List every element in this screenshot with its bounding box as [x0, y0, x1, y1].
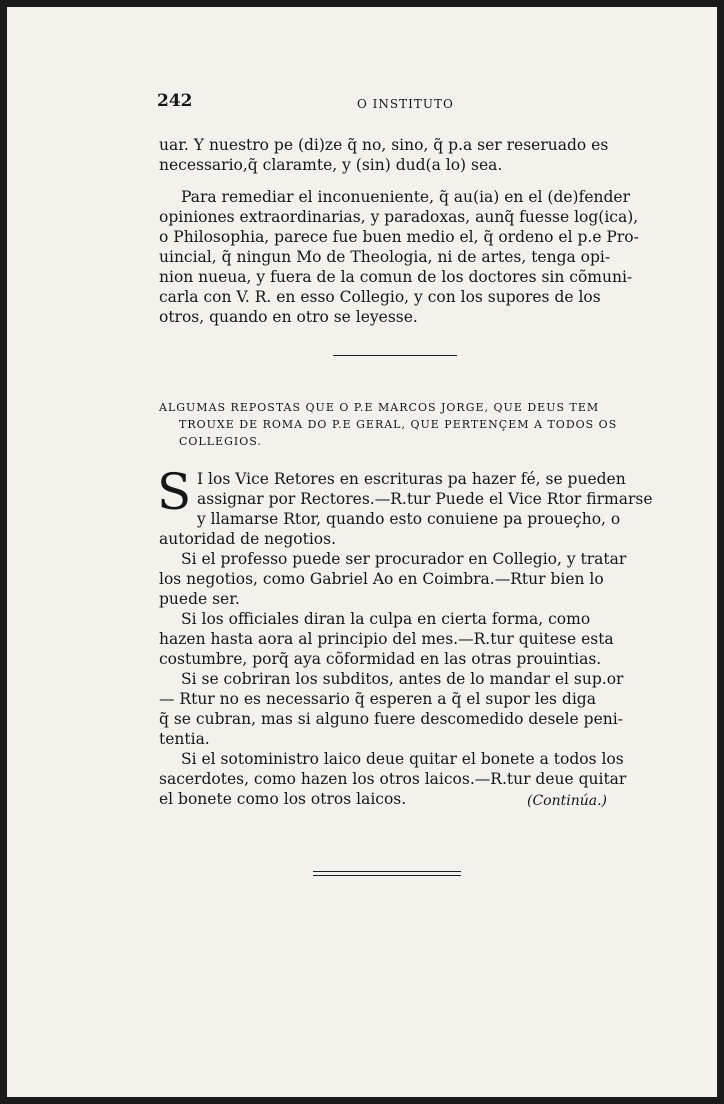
text-line: Si se cobriran los subditos, antes de lo mandar el sup.or [181, 670, 624, 688]
text-line: I los Vice Retores en escrituras pa hazer fé, se pueden [197, 470, 626, 488]
section-heading [159, 399, 635, 450]
text-line: uincial, q̃ ningun Mo de Theologia, ni de artes, tenga opi- [159, 248, 611, 266]
text-line: hazen hasta aora al principio del mes.—R.tur quitese esta [159, 630, 614, 648]
text-line: assignar por Rectores.—R.tur Puede el Vice Rtor firmarse [197, 490, 653, 508]
text-line: — Rtur no es necessario q̃ esperen a q̃ el supor les diga [159, 690, 596, 708]
text-line: costumbre, porq̃ aya cõformidad en las otras prouintias. [159, 650, 602, 668]
qa-entries [159, 549, 635, 809]
paragraph-2 [159, 187, 639, 327]
page-number: 242 [157, 91, 193, 111]
text-line: otros, quando en otro se leyesse. [159, 308, 418, 326]
text-line: nion nueua, y fuera de la comun de los doctores sin cõmuni- [159, 268, 633, 286]
text-line: puede ser. [159, 590, 240, 608]
qa-first-entry-end [159, 529, 635, 549]
text-line: Para remediar el inconueniente, q̃ au(ia) en el (de)fender [181, 188, 630, 206]
text-line: carla con V. R. en esso Collegio, y con los supores de los [159, 288, 601, 306]
text-line: Si el sotoministro laico deue quitar el bonete a todos los [181, 750, 624, 768]
drop-cap: S [157, 463, 192, 521]
end-rule-bottom [313, 875, 461, 876]
text-line: autoridad de negotios. [159, 530, 336, 548]
text-line: necessario,q̃ claramte, y (sin) dud(a lo) sea. [159, 156, 503, 174]
document-page [7, 7, 717, 1097]
text-line: tentia. [159, 730, 210, 748]
heading-line: TROUXE DE ROMA DO P.E GERAL, QUE PERTENÇEM A TODOS OS [179, 418, 618, 431]
text-line: y llamarse Rtor, quando esto conuiene pa proueçho, o [197, 510, 621, 528]
text-line: q̃ se cubran, mas si alguno fuere descomedido desele peni- [159, 710, 623, 728]
text-line: sacerdotes, como hazen los otros laicos.—R.tur deue quitar [159, 770, 627, 788]
text-line: o Philosophia, parece fue buen medio el, q̃ ordeno el p.e Pro- [159, 228, 639, 246]
text-line: opiniones extraordinarias, y paradoxas, aunq̃ fuesse log(ica), [159, 208, 639, 226]
text-line: uar. Y nuestro pe (di)ze q̃ no, sino, q̃ p.a ser reseruado es [159, 136, 609, 154]
continued-note: (Continúa.) [527, 793, 608, 809]
text-line: el bonete como los otros laicos. [159, 790, 407, 808]
text-line: los negotios, como Gabriel Ao en Coimbra.—Rtur bien lo [159, 570, 604, 588]
heading-line: COLLEGIOS. [179, 435, 262, 448]
heading-line: ALGUMAS REPOSTAS QUE O P.E MARCOS JORGE, QUE DEUS TEM [159, 401, 600, 414]
text-line: Si los officiales diran la culpa en cierta forma, como [181, 610, 591, 628]
section-divider [333, 355, 457, 356]
paragraph-1 [159, 135, 635, 175]
text-line: Si el professo puede ser procurador en Collegio, y tratar [181, 550, 627, 568]
running-title: O INSTITUTO [357, 97, 454, 111]
end-rule-top [313, 871, 461, 872]
qa-first-entry [197, 469, 653, 529]
